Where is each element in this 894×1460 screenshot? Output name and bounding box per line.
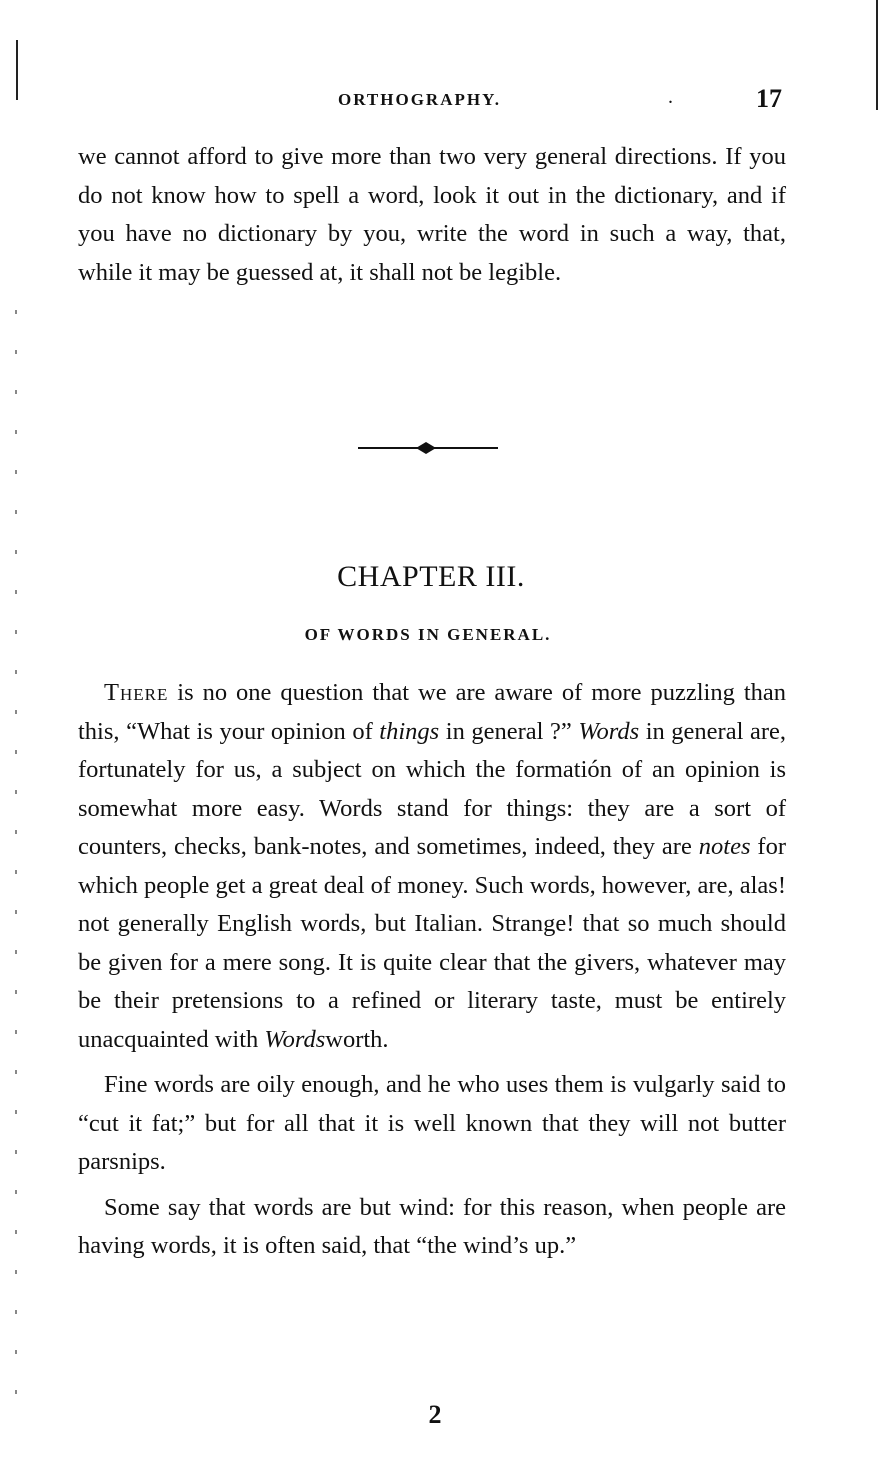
text-run: for which people get a great deal of money. Such words, however, are, alas! not generally English words, but Italian. Strange! that so much should be given for a mere song. It is quite clear that the givers, whatever may be their pretensions to a refined or literary taste, must be entirely unacquainted with — [78, 833, 786, 1053]
paragraph-first — [78, 674, 786, 1059]
signature-mark: 2 — [428, 1400, 442, 1429]
italic-word: Words — [264, 1025, 326, 1053]
scan-edge-dots — [15, 310, 17, 1430]
drop-word: There — [104, 679, 169, 706]
opening-paragraph-block — [78, 138, 786, 292]
text-run: worth. — [325, 1025, 389, 1053]
chapter-subtitle: OF WORDS IN GENERAL. — [304, 625, 552, 644]
paragraph-second: Fine words are oily enough, and he who uses them is vulgarly said to “cut it fat;” but for all that it is well known that they will not butter parsnips. — [78, 1071, 786, 1175]
italic-word: Words — [578, 717, 640, 745]
italic-word: notes — [698, 833, 751, 860]
scan-edge-line — [876, 0, 878, 110]
text-run: is no one question that we are aware of more puzzling than this, “What is your opinion of — [78, 679, 786, 745]
header-dot: . — [668, 86, 673, 108]
opening-paragraph: we cannot afford to give more than two very general directions. If you do not know how to spell a word, look it out in the dictionary, and if you have no dictionary by you, write the word in such a way, that, while it may be guessed at, it shall not be legible. — [78, 143, 786, 286]
page-number: 17 — [756, 84, 782, 113]
scan-edge-line — [16, 40, 18, 100]
page-header — [78, 84, 786, 118]
running-head: ORTHOGRAPHY. — [338, 90, 502, 109]
text-run: in general ?” — [439, 717, 579, 745]
italic-word: things — [379, 717, 440, 745]
ornamental-divider — [358, 437, 498, 459]
chapter-body — [78, 674, 786, 1273]
paragraph-third: Some say that words are but wind: for this reason, when people are having words, it is often said, that “the wind’s up.” — [78, 1193, 786, 1259]
chapter-title: CHAPTER III. — [337, 560, 525, 593]
text-run: in general are, fortunately for us, a subject on which the formatión of an opinion is somewhat more easy. Words stand for things: they are a sort of counters, checks, bank-notes, and sometimes, indeed, they are — [78, 717, 786, 860]
